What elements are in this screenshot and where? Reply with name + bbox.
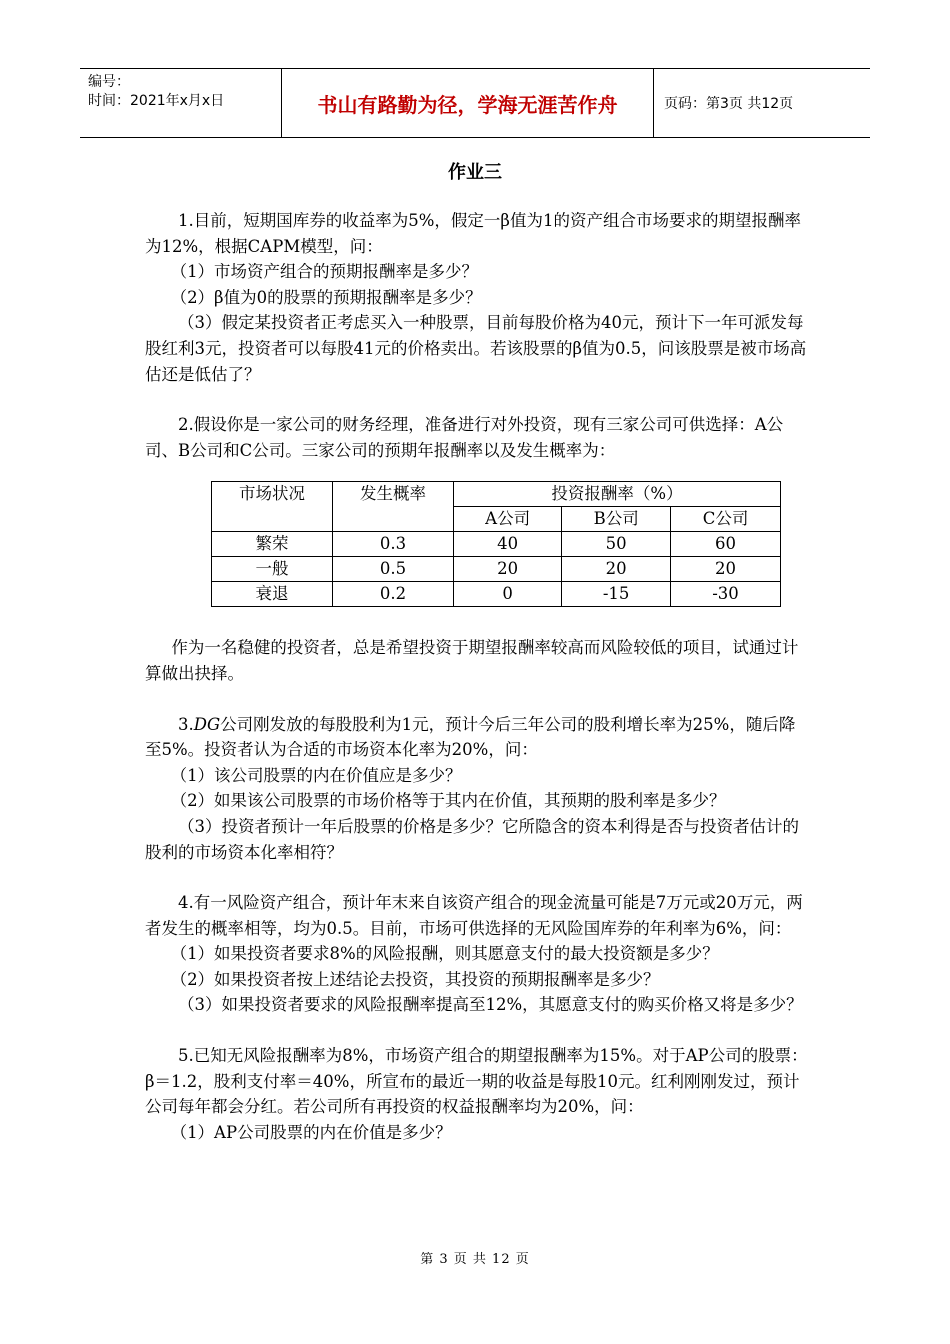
question-3-number: 3. — [178, 714, 194, 734]
table-cell-c: 60 — [671, 532, 781, 557]
table-header-market: 市场状况 — [212, 482, 333, 532]
table-header-probability: 发生概率 — [333, 482, 454, 532]
header-page-info: 页码：第3页 共12页 — [664, 96, 794, 112]
table-row — [212, 582, 781, 607]
question-3-body: 公司刚发放的每股股利为1元，预计今后三年公司的股利增长率为25%，随后降至5%。投资者认为合适的市场资本化率为20%，问： — [145, 714, 796, 760]
question-5-part-1: （1）AP公司股票的内在价值是多少？ — [170, 1122, 452, 1142]
question-2-text: 2.假设你是一家公司的财务经理，准备进行对外投资，现有三家公司可供选择：A公司、B公司和C公司。三家公司的预期年报酬率以及发生概率为： — [145, 415, 784, 460]
investment-return-table — [211, 481, 781, 607]
table-header-return: 投资报酬率（%） — [454, 482, 781, 507]
table-row — [212, 532, 781, 557]
table-header-company-a: A公司 — [454, 507, 562, 532]
question-4-text: 4.有一风险资产组合，预计年末来自该资产组合的现金流量可能是7万元或20万元，两者发生的概率相等，均为0.5。目前，市场可供选择的无风险国库券的年利率为6%，问： — [145, 893, 803, 938]
question-1-part-2: （2）β值为0的股票的预期报酬率是多少？ — [170, 287, 482, 307]
table-cell-c: -30 — [671, 582, 781, 607]
header-meta — [80, 69, 282, 137]
question-3-part-1: （1）该公司股票的内在价值应是多少？ — [170, 765, 462, 785]
table-cell-c: 20 — [671, 557, 781, 582]
table-header-company-c: C公司 — [671, 507, 781, 532]
table-cell-state: 衰退 — [212, 582, 333, 607]
table-cell-b: 50 — [562, 532, 671, 557]
table-cell-probability: 0.2 — [333, 582, 454, 607]
table-cell-b: 20 — [562, 557, 671, 582]
table-cell-state: 一般 — [212, 557, 333, 582]
header-motto: 书山有路勤为径，学海无涯苦作舟 — [282, 69, 654, 137]
table-cell-a: 0 — [454, 582, 562, 607]
question-4-part-3: （3）如果投资者要求的风险报酬率提高至12%，其愿意支付的购买价格又将是多少？ — [178, 995, 803, 1015]
document-date: 时间：2021年x月x日 — [88, 93, 225, 109]
table-cell-a: 20 — [454, 557, 562, 582]
table-cell-state: 繁荣 — [212, 532, 333, 557]
question-1-text: 1.目前，短期国库券的收益率为5%，假定一β值为1的资产组合市场要求的期望报酬率为12%，根据CAPM模型，问： — [145, 211, 801, 256]
question-3-part-2: （2）如果该公司股票的市场价格等于其内在价值，其预期的股利率是多少？ — [170, 791, 726, 811]
question-4-part-2: （2）如果投资者按上述结论去投资，其投资的预期报酬率是多少？ — [170, 969, 660, 989]
question-3-part-3: （3）投资者预计一年后股票的价格是多少？它所隐含的资本利得是否与投资者估计的股利的市场资本化率相符？ — [145, 816, 799, 862]
table-cell-b: -15 — [562, 582, 671, 607]
page-title: 作业三 — [448, 162, 502, 183]
question-5-text: 5.已知无风险报酬率为8%，市场资产组合的期望报酬率为15%。对于AP公司的股票：β＝1.2，股利支付率＝40%，所宣布的最近一期的收益是每股10元。红利刚刚发过，预计公司每年都会分红。若公司所有再投资的权益报酬率均为20%，问： — [145, 1046, 808, 1117]
question-3-text — [145, 712, 810, 763]
question-4-part-1: （1）如果投资者要求8%的风险报酬，则其愿意支付的最大投资额是多少？ — [170, 944, 719, 964]
page-footer: 第 3 页 共 12 页 — [420, 1252, 530, 1267]
question-1-part-1: （1）市场资产组合的预期报酬率是多少？ — [170, 262, 479, 282]
table-cell-probability: 0.3 — [333, 532, 454, 557]
table-row — [212, 557, 781, 582]
question-1-part-3: （3）假定某投资者正考虑买入一种股票，目前每股价格为40元，预计下一年可派发每股红利3元，投资者可以每股41元的价格卖出。若该股票的β值为0.5，问该股票是被市场高估还是低估了？ — [145, 313, 807, 384]
question-2-conclusion: 作为一名稳健的投资者，总是希望投资于期望报酬率较高而风险较低的项目，试通过计算做出抉择。 — [145, 638, 799, 683]
table-cell-a: 40 — [454, 532, 562, 557]
company-name: DG — [193, 714, 221, 734]
table-header-company-b: B公司 — [562, 507, 671, 532]
document-number-label: 编号： — [88, 74, 130, 90]
page-header — [80, 68, 870, 138]
table-cell-probability: 0.5 — [333, 557, 454, 582]
document-body — [145, 208, 810, 1145]
